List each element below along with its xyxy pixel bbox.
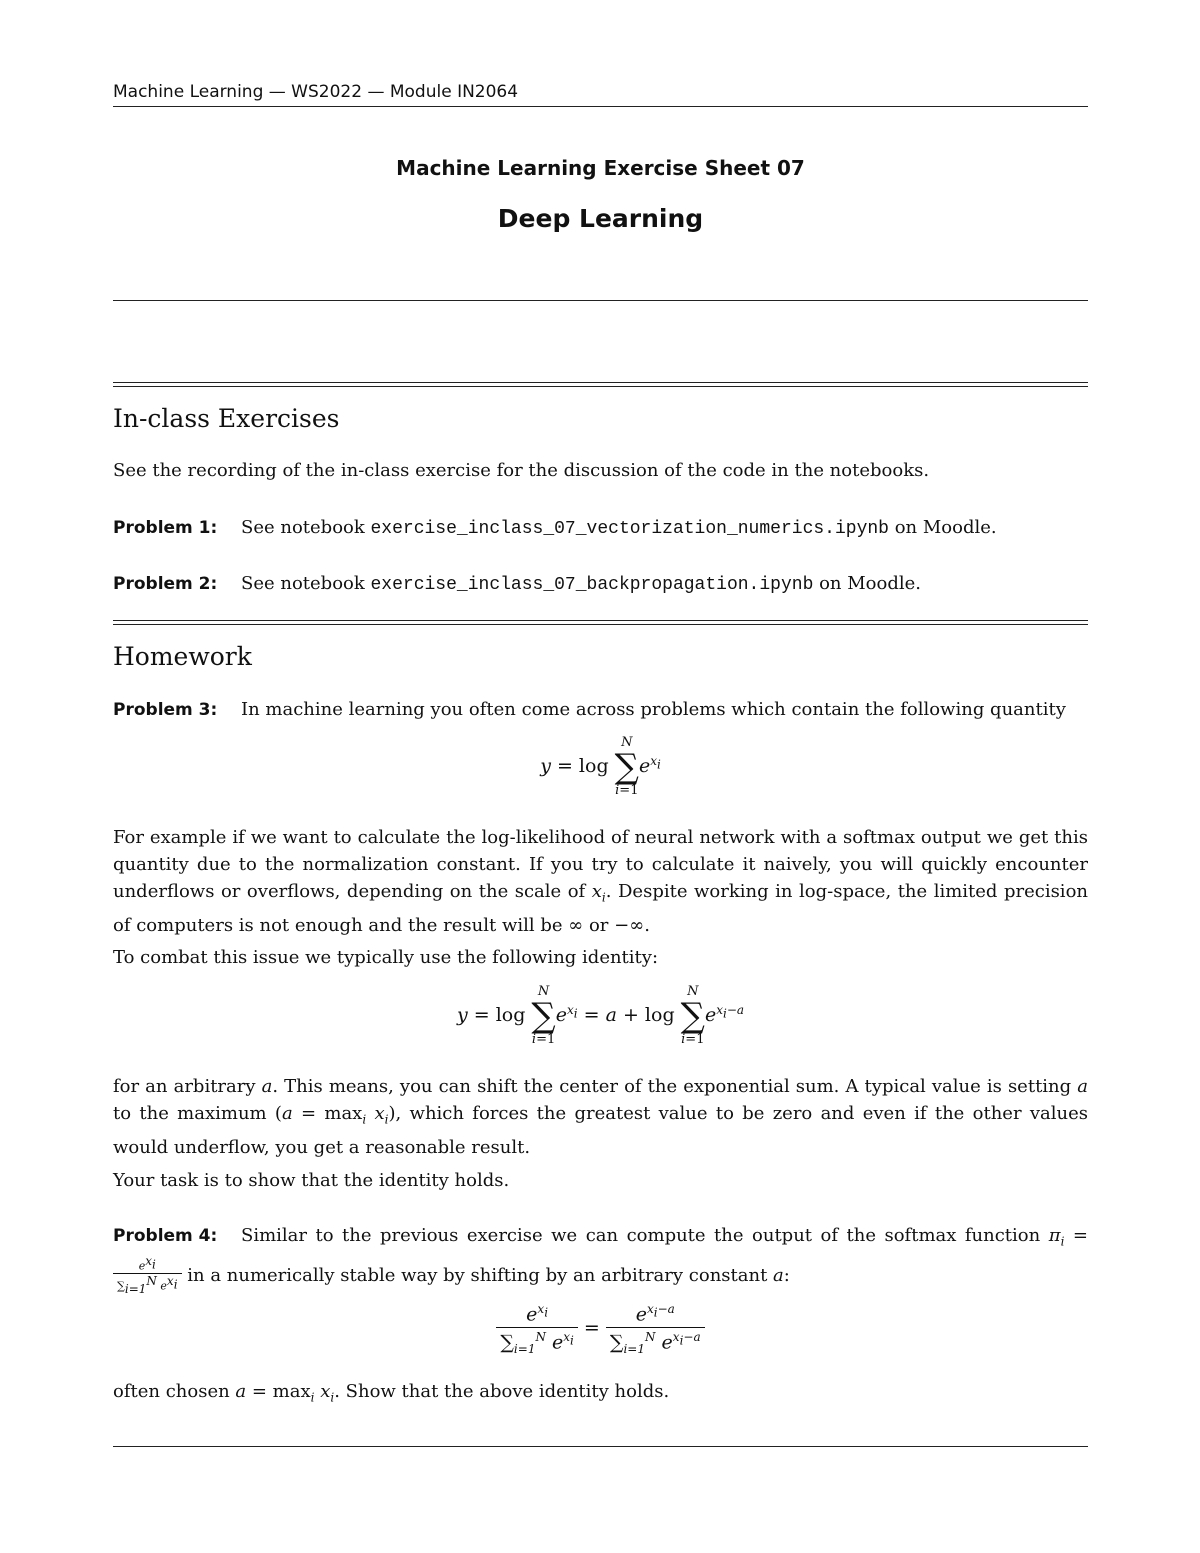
problem-3-para-3c: to the maximum (	[113, 1103, 282, 1124]
problem-3-label: Problem 3:	[113, 700, 218, 720]
problem-1-label: Problem 1:	[113, 518, 218, 538]
problem-3-para-2: To combat this issue we typically use the following identity:	[113, 947, 659, 968]
problem-4-label: Problem 4:	[113, 1226, 218, 1246]
problem-3-para-3: for an arbitrary a. This means, you can shift the center of the exponential sum. A typical value is setting a to the maximum $(a = \max_i x_i)$, which forces the greatest value to be zero and even if the other values would underflow, you get a reasonable result.	[113, 1076, 1088, 1158]
section-rule-homework	[113, 620, 1088, 625]
problem-1-suffix: on Moodle.	[888, 517, 997, 538]
section-rule-inclass	[113, 382, 1088, 387]
inclass-heading: In-class Exercises	[113, 404, 340, 433]
footer-rule	[113, 1446, 1088, 1447]
problem-3-intro	[113, 696, 1088, 724]
problem-3-para-3a: for an arbitrary	[113, 1076, 262, 1097]
header-rule	[113, 106, 1088, 107]
equation-logsumexp: y = log N ∑ i=1 $e^{x_i}$	[540, 735, 661, 798]
problem-1-notebook: exercise_inclass_07_vectorization_numerics.ipynb	[370, 519, 889, 539]
problem-4-outro-b: . Show that the above identity holds.	[334, 1381, 670, 1402]
problem-2-suffix: on Moodle.	[813, 573, 922, 594]
problem-1	[113, 514, 1088, 543]
problem-2	[113, 570, 1088, 599]
problem-4-outro-a: often chosen	[113, 1381, 236, 1402]
problem-3-para-1b: . Despite working in log-space, the limited precision of computers is not enough and the result will be ∞ or −∞.	[113, 881, 1088, 936]
title-rule	[113, 300, 1088, 301]
problem-3-para-1: For example if we want to calculate the log-likelihood of neural network with a softmax output we get this quantity due to the normalization constant. If you try to calculate it naively, you will quickly encounter underflows or overflows, depending on the scale of $x_i$. Despite working in log-space, the limited precision of computers is not enough and the result will be ∞ or −∞.	[113, 827, 1088, 936]
equation-logsumexp-shift: y = log N ∑ i=1 $e^{x_i} = a + \log$ N ∑ i=1 $e^{x_i-a}$	[456, 984, 745, 1047]
equation-softmax-shift: $\frac{e^{x_i}}{\sum_{i=1}^N e^{x_i}}$ = $\frac{e^{x_i-a}}{\sum_{i=1}^N e^{x_i-a}}$	[113, 1302, 1088, 1356]
sheet-topic: Deep Learning	[497, 204, 704, 233]
problem-2-notebook: exercise_inclass_07_backpropagation.ipynb	[370, 575, 814, 595]
problem-2-label: Problem 2:	[113, 574, 218, 594]
problem-3-intro-text: In machine learning you often come across problems which contain the following quantity	[241, 699, 1066, 720]
problem-3-para-3b: . This means, you can shift the center of the exponential sum. A typical value is setting	[272, 1076, 1078, 1097]
problem-4-intro: Problem 4: Similar to the previous exercise we can compute the output of the softmax function $\pi_i$ = $\frac{e^{x_i}}{\sum_{i=1}^N e^{x_i}}$ in a numerically stable way by shifting by an arbitrary constant a:	[113, 1225, 1088, 1297]
problem-2-text: See notebook	[241, 573, 371, 594]
problem-3-para-1a: For example if we want to calculate the log-likelihood of neural network with a softmax output we get this quantity due to the normalization constant. If you try to calculate it naively, you will quickly encounter underflows or overflows, depending on the scale of	[113, 827, 1088, 902]
homework-heading: Homework	[113, 642, 252, 671]
problem-4-intro-a: Similar to the previous exercise we can compute the output of the softmax function	[241, 1225, 1049, 1246]
running-head: Machine Learning — WS2022 — Module IN2064	[113, 82, 519, 102]
sheet-title: Machine Learning Exercise Sheet 07	[396, 156, 805, 180]
problem-3-para-4: Your task is to show that the identity holds.	[113, 1170, 510, 1191]
problem-1-text: See notebook	[241, 517, 371, 538]
problem-4-outro: often chosen $a = \max_i x_i$. Show that the above identity holds.	[113, 1381, 670, 1405]
problem-3-para-3d: ), which forces the greatest value to be zero and even if the other values would underflow, you get a reasonable result.	[113, 1103, 1088, 1158]
inclass-intro: See the recording of the in-class exercise for the discussion of the code in the notebooks.	[113, 460, 930, 481]
problem-4-intro-b: in a numerically stable way by shifting by an arbitrary constant	[181, 1264, 774, 1286]
